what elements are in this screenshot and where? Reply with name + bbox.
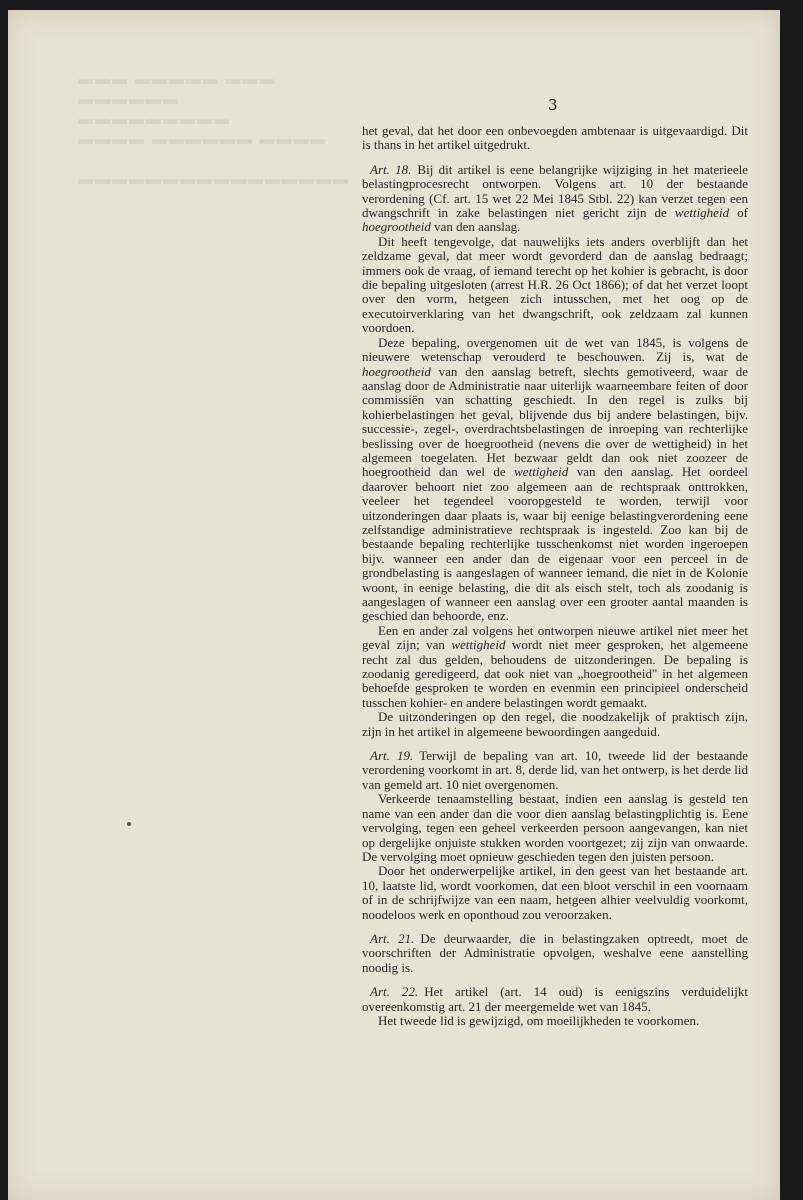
article-label: Art. 22. <box>370 984 419 1000</box>
article-label: Art. 18. <box>370 161 412 177</box>
page-number: 3 <box>548 96 558 114</box>
article-label: Art. 21. <box>370 930 415 946</box>
paragraph-8: Door het onderwerpelijke artikel, in den geest van het bestaande art. 10, laatste lid, wordt voorkomen, dat een bloot verschil in een voornaam of in de schrijfwijze van een naam, hetgeen alhier veelvuldig voorkomt, noodeloos werk en oponthoud zou veroorzaken. <box>362 863 748 922</box>
art-19-paragraph: Art. 19. Terwijl de bepaling van art. 10, tweede lid der bestaande verordening voorkomt in art. 8, derde lid, van het ontwerp, is het derde lid van gemeld art. 10 niet overgenomen. <box>362 748 748 792</box>
art-18-paragraph: Art. 18. Bij dit artikel is eene belangrijke wijziging in het materieele belastingprocesrecht ontworpen. Volgens art. 10 der bestaande verordening (Cf. art. 15 wet 22 Mei 1845 Stbl. 22) kan verzet tegen een dwangschrift in zake belastingen niet gericht zijn de wettigheid of hoegrootheid van den aanslag. <box>362 161 748 235</box>
art-22-paragraph: Art. 22. Het artikel (art. 14 oud) is eenigszins verduidelijkt overeenkomstig art. 21 der meergemelde wet van 1845. <box>362 984 748 1014</box>
bleed-through-text: ▬▬▬ ▬▬▬▬▬ ▬▬▬ ▬▬▬▬▬▬ ▬▬▬▬▬▬▬▬▬ ▬▬▬▬ ▬▬▬▬▬▬ ▬▬▬▬ ▬▬▬▬▬▬▬▬▬▬▬▬▬▬▬▬ <box>78 72 350 188</box>
paragraph-11: Het tweede lid is gewijzigd, om moeilijkheden te voorkomen. <box>378 1012 700 1028</box>
paragraph-7: Verkeerde tenaamstelling bestaat, indien een aanslag is gesteld ten name van een ander dan die voor dien aanslag belastingplichtig is. Eene vervolging, tegen een geheel verkeerden persoon aangevangen, kan niet op dergelijke onjuiste stukken worden voortgezet; zij zijn van onwaarde. De vervolging moet opnieuw geschieden tegen den juisten persoon. <box>362 791 748 864</box>
paragraph-0: het geval, dat het door een onbevoegden ambtenaar is uitgevaardigd. Dit is thans in het artikel uitgedrukt. <box>362 123 748 153</box>
article-label: Art. 19. <box>370 748 414 764</box>
margin-mark <box>127 822 131 826</box>
paragraph-5: De uitzonderingen op den regel, die noodzakelijk of praktisch zijn, zijn in het artikel in algemeene bewoordingen aangeduid. <box>362 709 748 739</box>
paragraph-2: Dit heeft tengevolge, dat nauwelijks iets anders overblijft dan het zeldzame geval, dat meer wordt gevorderd dan de aanslag bedraagt; immers ook de vraag, of iemand terecht op het kohier is gebracht, is door die bepaling uitgesloten (arrest H.R. 26 Oct 1866); of dat het verzet loopt over den vorm, hetgeen zich intusschen, met het oog op de executoirverklaring van het dwangschrift, ook zeldzaam zal kunnen voordoen. <box>362 233 748 336</box>
art-21-paragraph: Art. 21. De deurwaarder, die in belastingzaken optreedt, moet de voorschriften der Administratie opvolgen, weshalve eene aanstelling noodig is. <box>362 930 748 975</box>
paragraph-3: Deze bepaling, overgenomen uit de wet van 1845, is volgens de nieuwere wetenschap verouderd te beschouwen. Zij is, wat de hoegrootheid van den aanslag betreft, slechts gemotiveerd, waar de aanslag door de Administratie naar uiterlijk waarneembare feiten of door commissiën van schatting geschiedt. In den regel is zulks bij kohierbelastingen het geval, blijvende dus bij andere belastingen, bijv. successie-, zegel-, overdrachtsbelastingen de inroeping van rechterlijke beslissing over de hoegrootheid (nevens die over de wettigheid) in het algemeen toegelaten. Het bezwaar geldt dan ook niet zoozeer de hoegrootheid dan wel de wettigheid van den aanslag. Het oordeel daarover behoort niet zoo algemeen aan de rechtspraak onttrokken, veeleer het tegendeel vooropgesteld te worden, terwijl voor uitzonderingen daar plaats is, waar bij eenige belastingverordening eene zelfstandige administratieve rechtspraak is ingesteld. Zoo kan bij de bestaande bepaling rechterlijke tusschenkomst niet worden ingeroepen bijv. wanneer een ander dan de eigenaar voor een perceel in de grondbelasting is aangeslagen of wanneer iemand, die niet in de Kolonie woont, in eenige belasting, die dit als eisch stelt, toch als zoodanig is aangeslagen of wanneer een aanslag over een grooter aantal maanden is geschied dan behoorde, enz. <box>362 334 748 624</box>
paragraph-4: Een en ander zal volgens het ontworpen nieuwe artikel niet meer het geval zijn; van wettigheid wordt niet meer gesproken, het algemeene recht zal dus gelden, behoudens de uitzonderingen. De bepaling is zoodanig geredigeerd, dat ook niet van „hoegrootheid" in het algemeen behoefde gesproken te worden en evenmin een principieel onderscheid tusschen kohier- en andere belastingen wordt gemaakt. <box>362 622 749 710</box>
article-body <box>362 124 748 1028</box>
